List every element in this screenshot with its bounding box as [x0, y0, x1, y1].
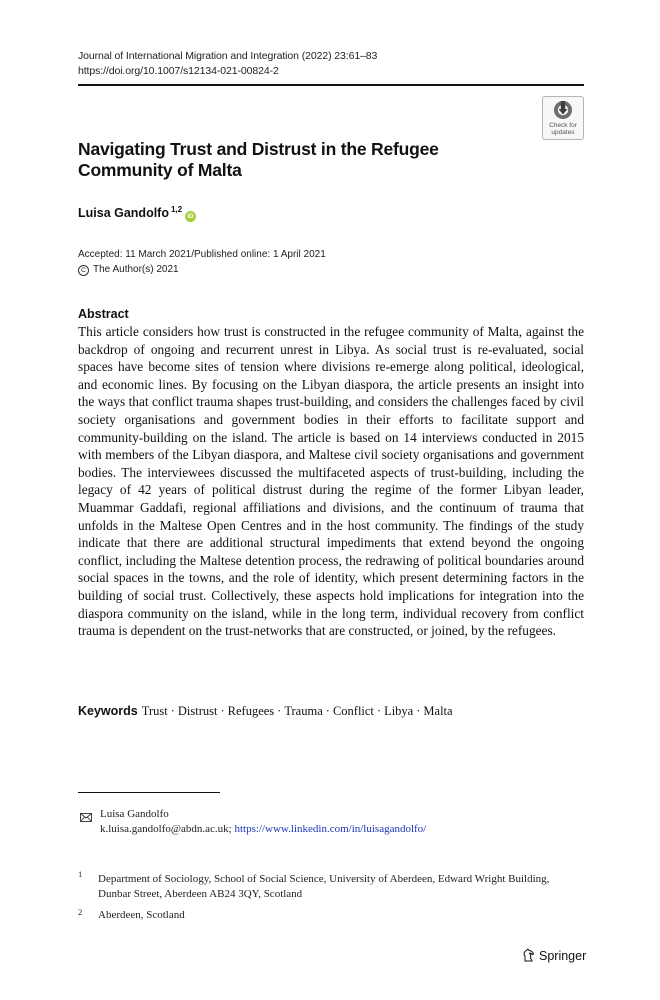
- publication-dates: Accepted: 11 March 2021/Published online: 1 April 2021: [78, 249, 326, 260]
- corresponding-author-contact: [100, 823, 426, 835]
- check-for-updates-badge[interactable]: [542, 96, 584, 140]
- keyword-item[interactable]: Trauma: [284, 704, 323, 718]
- publisher-logo: [522, 948, 586, 963]
- keyword-item[interactable]: Conflict: [332, 704, 374, 718]
- title-line-2: Community of Malta: [78, 160, 242, 180]
- keyword-separator: ·: [170, 704, 175, 718]
- affiliation-1-number: 1: [78, 869, 83, 879]
- abstract-body: This article considers how trust is constructed in the refugee community of Malta, against the backdrop of ongoing and recurrent unrest in Libya. As social trust is re-evaluated, social spaces have become sites of tension where divisions re-emerge along political, ideological, and economic lines. By focusing on the Libyan diaspora, the article presents an insight into the ways that conflict trauma shapes trust-building, and considers the challenges faced by civil society organisations and government bodies in their efforts to facilitate support and community-building on the island. The article is based on 14 interviews conducted in 2015 with members of the Libyan diaspora, and Maltese civil society organisations and government bodies. The interviewees discussed the multifaceted aspects of trust-building, including the legacy of 42 years of political distrust during the regime of the former Libyan leader, Muammar Gaddafi, regional affiliations and divisions, and the continuum of trauma that unfolds in the Maltese Open Centres and in the host community. The findings of the study indicate that there are additional structural impediments that extend beyond the ongoing conflict, including the Maltese detention process, the redrawing of political boundaries around social spaces in the towns, and the role of identity, which present determining factors in the building of social trust. Collectively, these aspects hold implications for integration into the diaspora community on the island, while in the long term, individual recovery from conflict trauma is dependent on the trust-networks that are constructed, or joined, by the refugees.: [78, 324, 584, 639]
- affiliation-2-number: 2: [78, 907, 83, 917]
- keyword-item[interactable]: Malta: [423, 704, 453, 718]
- keyword-separator: ·: [220, 704, 225, 718]
- affiliation-2-text: Aberdeen, Scotland: [98, 909, 185, 921]
- copyright-icon: C: [78, 265, 89, 276]
- author-affiliation-marks: 1,2: [170, 205, 183, 214]
- author-email[interactable]: k.luisa.gandolfo@abdn.ac.uk: [100, 823, 229, 835]
- corresponding-author-name: Luisa Gandolfo: [100, 808, 169, 820]
- title-line-1: Navigating Trust and Distrust in the Refugee: [78, 139, 439, 159]
- keyword-separator: ·: [277, 704, 282, 718]
- abstract-heading: Abstract: [78, 307, 129, 321]
- header-divider: [78, 84, 584, 86]
- footnote-divider: [78, 792, 220, 793]
- keyword-item[interactable]: Trust: [141, 704, 168, 718]
- keyword-list: [142, 704, 453, 718]
- journal-citation: Journal of International Migration and Integration (2022) 23:61–83: [78, 50, 378, 62]
- keyword-item[interactable]: Refugees: [227, 704, 275, 718]
- keyword-item[interactable]: Distrust: [177, 704, 218, 718]
- publisher-name: Springer: [539, 949, 587, 963]
- keywords: [78, 704, 453, 719]
- envelope-icon: [80, 813, 92, 822]
- keyword-separator: ·: [325, 704, 330, 718]
- author-name[interactable]: Luisa Gandolfo: [78, 206, 169, 220]
- keyword-separator: ·: [416, 704, 421, 718]
- springer-horse-icon: [522, 948, 535, 962]
- copyright-line: [78, 264, 179, 276]
- author-line: [78, 205, 196, 222]
- linkedin-link[interactable]: https://www.linkedin.com/in/luisagandolfo/: [234, 823, 427, 835]
- contact-separator: ;: [228, 823, 232, 835]
- badge-line-1: Check for: [549, 122, 577, 129]
- copyright-text: The Author(s) 2021: [93, 264, 179, 275]
- keyword-separator: ·: [376, 704, 382, 718]
- doi-link[interactable]: https://doi.org/10.1007/s12134-021-00824-2: [78, 65, 279, 77]
- badge-line-2: updates: [551, 129, 575, 136]
- check-for-updates-icon: [552, 99, 574, 121]
- affiliation-1-text: Department of Sociology, School of Social Science, University of Aberdeen, Edward Wright Building, Dunbar Street, Aberdeen AB24 3QY, Scotland: [98, 873, 550, 900]
- keyword-item[interactable]: Libya: [384, 704, 414, 718]
- article-title: [78, 139, 518, 181]
- keywords-label: Keywords: [78, 704, 138, 718]
- orcid-icon[interactable]: iD: [185, 211, 196, 222]
